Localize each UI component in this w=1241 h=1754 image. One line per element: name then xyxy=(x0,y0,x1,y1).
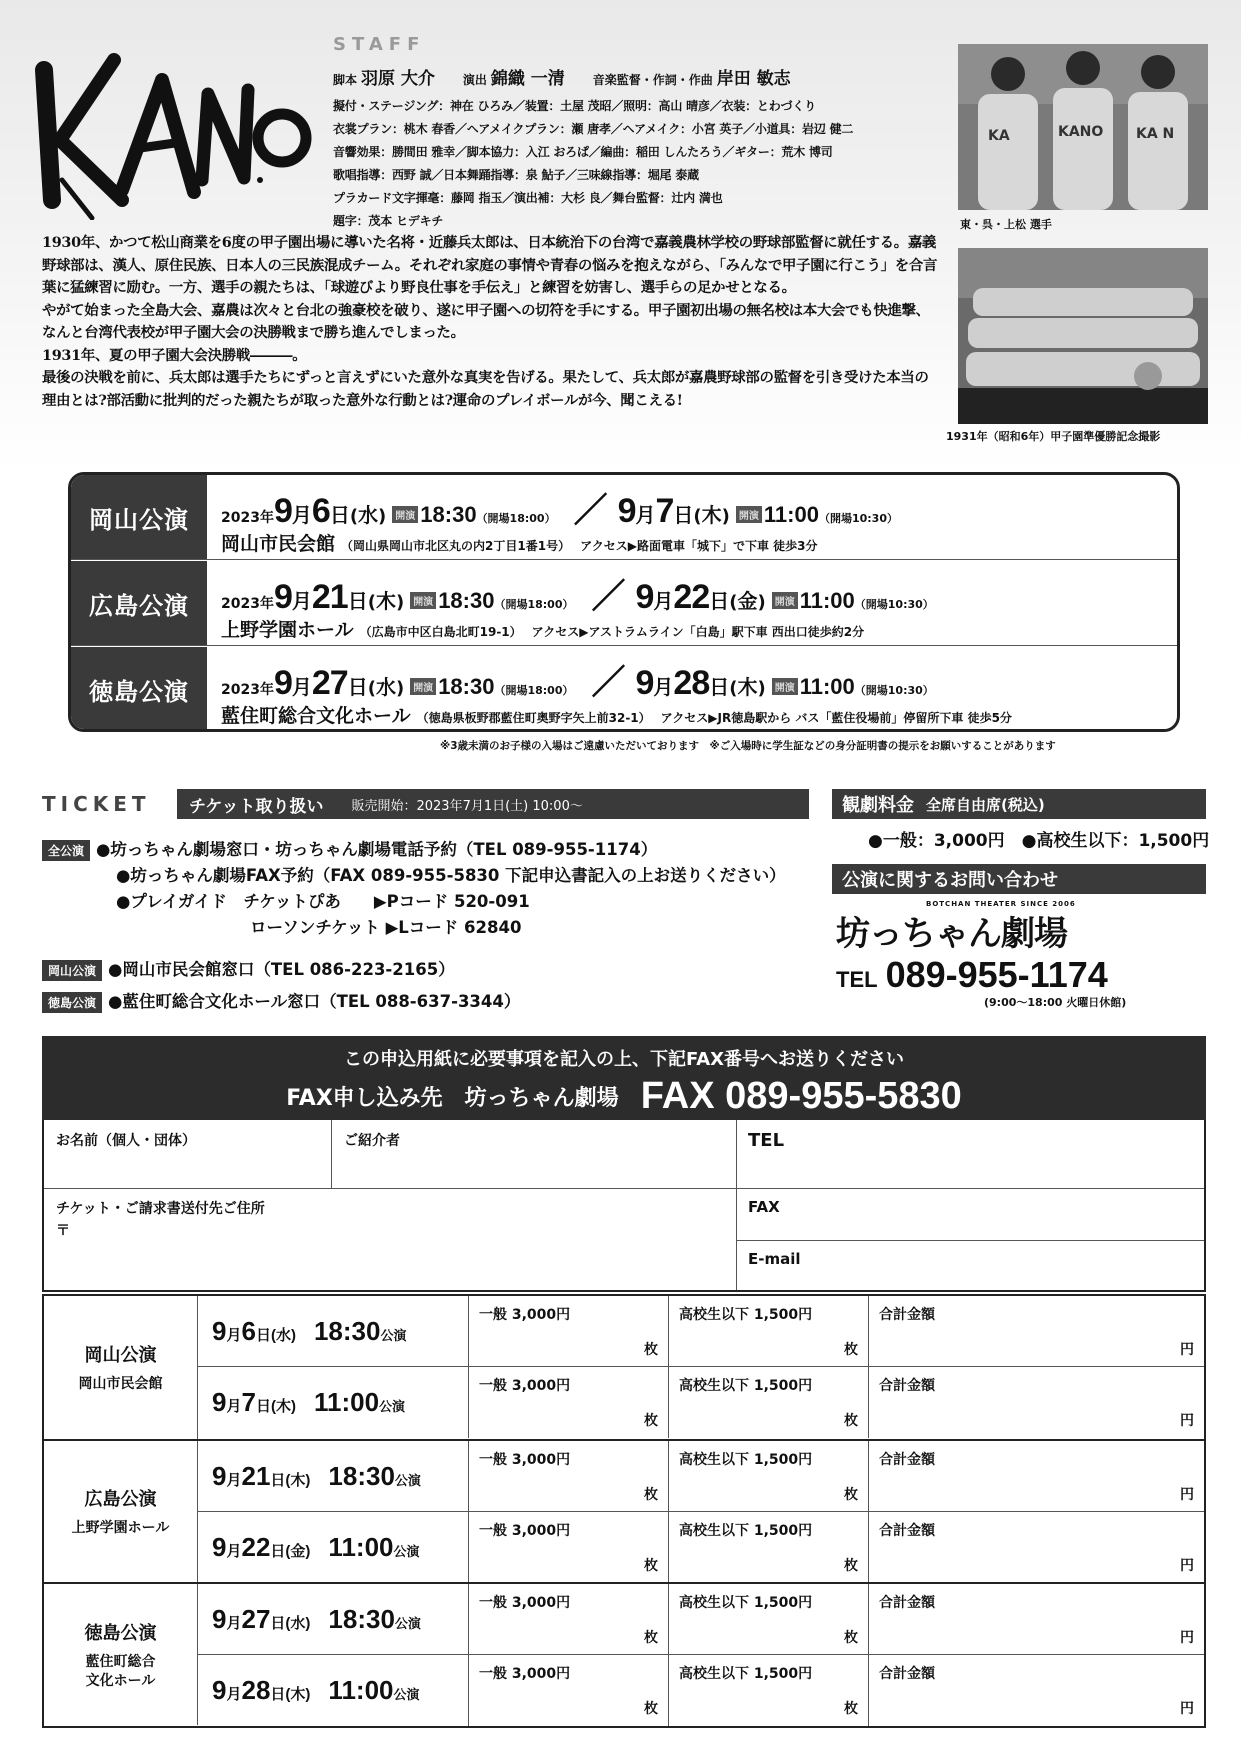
divider xyxy=(331,1120,332,1188)
synopsis xyxy=(42,232,942,412)
venue-name: 岡山市民会館 xyxy=(221,533,336,555)
cell-label: 一般 3,000円 xyxy=(479,1595,571,1611)
divider xyxy=(736,1120,737,1290)
admission-notes: ※3歳未満のお子様の入場はご遠慮いただいております ※ご入場時に学生証などの身分証明書の提示をお願いすることがあります xyxy=(440,740,1056,752)
staff-line: 衣裳プラン：桃木 春香／ヘアメイクプラン：瀬 唐孝／ヘアメイク：小宮 英子／小道具：岩辺 健二 xyxy=(333,122,854,136)
cell-unit: 円 xyxy=(1180,1630,1194,1646)
photo2-caption: 1931年（昭和6年）甲子園準優勝記念撮影 xyxy=(946,430,1161,443)
order-perf-row xyxy=(198,1584,1204,1655)
address-field[interactable]: チケット・ご請求書送付先ご住所 xyxy=(56,1201,265,1217)
order-group xyxy=(44,1296,1204,1439)
order-perf-row xyxy=(198,1512,1204,1583)
cell-unit: 枚 xyxy=(844,1558,858,1574)
dates-line: 2023年9月27日(水) 開演 18:30（開場18:00） ／ 9月28日(木) 開演 11:00（開場10:30） xyxy=(221,663,934,703)
order-perf-date: 9月7日(木) 11:00公演 xyxy=(212,1387,406,1417)
order-perf-row xyxy=(198,1655,1204,1726)
synopsis-paragraph: 1930年、かつて松山商業を6度の甲子園出場に導いた名将・近藤兵太郎は、日本統治下の台湾で嘉義農林学校の野球部監督に就任する。嘉義野球部は、漢人、原住民族、日本人の三民族混成チーム。それぞれ家庭の事情や青春の悩みを抱えながら、「みんなで甲子園に行こう」を合言葉に猛練習に励む。一方、選手の親たちは、「球遊びより野良仕事を手伝え」と練習を妨害し、選手らの足かせとなる。 xyxy=(42,234,938,296)
email-field[interactable]: E-mail xyxy=(748,1250,801,1268)
venue-access: アクセス▶JR徳島駅から バス「藍住役場前」停留所下車 徒歩5分 xyxy=(660,711,1012,725)
cell-label: 合計金額 xyxy=(879,1666,935,1682)
ticket-line: ●坊っちゃん劇場FAX予約（FAX 089-955-5830 下記申込書記入の上お送りください） xyxy=(116,866,786,885)
staff-name: 岸田 敏志 xyxy=(716,69,791,89)
theatre-sub: BOTCHAN THEATER SINCE 2006 xyxy=(926,900,1076,908)
venue-name: 藍住町総合文化ホール xyxy=(221,705,411,727)
svg-text:KA: KA xyxy=(988,128,1010,144)
tag-tokushima: 徳島公演 xyxy=(42,992,102,1013)
staff-credits xyxy=(333,64,945,233)
inquiry-tel: TEL 089-955-1174 xyxy=(836,954,1108,995)
tag-all: 全公演 xyxy=(42,840,90,861)
ticket-line: ●プレイガイド チケットぴあ ▶Pコード 520-091 xyxy=(116,892,530,911)
schedule-box xyxy=(68,472,1180,732)
cell-unit: 枚 xyxy=(644,1413,658,1429)
order-perf-date: 9月21日(木) 18:30公演 xyxy=(212,1461,421,1491)
order-perf-date: 9月28日(木) 11:00公演 xyxy=(212,1675,420,1705)
price-bar-title: 観劇料金 xyxy=(842,795,914,816)
cell-unit: 枚 xyxy=(844,1630,858,1646)
divider xyxy=(736,1240,1204,1241)
applicant-form xyxy=(42,1120,1206,1292)
total-amount-field[interactable] xyxy=(868,1296,1204,1367)
venue-access: アクセス▶アストラムライン「白島」駅下車 西出口徒歩約2分 xyxy=(531,625,865,639)
team-photo xyxy=(958,248,1208,424)
staff-line: 題字：茂本 ヒデキチ xyxy=(333,214,444,228)
order-city-name: 広島公演 xyxy=(84,1489,157,1510)
order-group xyxy=(44,1439,1204,1582)
cell-label: 一般 3,000円 xyxy=(479,1307,571,1323)
general-qty-field[interactable] xyxy=(468,1655,668,1726)
cell-label: 一般 3,000円 xyxy=(479,1452,571,1468)
cell-label: 高校生以下 1,500円 xyxy=(679,1523,813,1539)
staff-line: プラカード文字揮毫：藤岡 指玉／演出補：大杉 良／舞台監督：辻内 満也 xyxy=(333,191,723,205)
staff-line: 歌唱指導：西野 誠／日本舞踊指導：泉 鮎子／三味線指導：堀尾 泰蔵 xyxy=(333,168,699,182)
cell-label: 高校生以下 1,500円 xyxy=(679,1378,813,1394)
student-qty-field[interactable] xyxy=(668,1367,868,1438)
staff-role: 脚本 xyxy=(333,73,358,87)
dates-line: 2023年9月21日(木) 開演 18:30（開場18:00） ／ 9月22日(金) 開演 11:00（開場10:30） xyxy=(221,577,934,617)
total-amount-field[interactable] xyxy=(868,1367,1204,1438)
fax-field[interactable]: FAX xyxy=(748,1198,780,1216)
order-city-name: 徳島公演 xyxy=(84,1622,157,1644)
venue-address: （徳島県板野郡藍住町奥野字矢上前32-1） xyxy=(416,711,651,725)
dates-line: 2023年9月6日(水) 開演 18:30（開場18:00） ／ 9月7日(木) 開演 11:00（開場10:30） xyxy=(221,491,898,531)
student-qty-field[interactable] xyxy=(668,1655,868,1726)
staff-heading: STAFF xyxy=(333,34,426,55)
total-amount-field[interactable] xyxy=(868,1441,1204,1512)
fax-instruction: この申込用紙に必要事項を記入の上、下記FAX番号へお送りください xyxy=(343,1049,905,1070)
staff-role: 演出 xyxy=(462,73,487,87)
general-qty-field[interactable] xyxy=(468,1584,668,1655)
cell-label: 一般 3,000円 xyxy=(479,1523,571,1539)
order-perf-row xyxy=(198,1441,1204,1512)
photo1-caption: 東・呉・上松 選手 xyxy=(960,218,1052,231)
order-perf-date: 9月22日(金) 11:00公演 xyxy=(212,1532,420,1562)
kano-logo xyxy=(22,30,312,220)
order-city xyxy=(44,1296,198,1439)
cell-unit: 枚 xyxy=(844,1342,858,1358)
city-label: 広島公演 xyxy=(71,561,207,645)
student-qty-field[interactable] xyxy=(668,1584,868,1655)
schedule-row-hiroshima xyxy=(71,561,1177,646)
cell-unit: 枚 xyxy=(644,1630,658,1646)
schedule-row-tokushima xyxy=(71,647,1177,732)
order-perf-row xyxy=(198,1367,1204,1438)
ticket-bar xyxy=(177,789,809,819)
ticket-line: ローソンチケット ▶Lコード 62840 xyxy=(250,918,522,937)
staff-role: 音楽監督・作詞・作曲 xyxy=(592,73,713,87)
order-city-name: 岡山公演 xyxy=(84,1345,157,1366)
order-city xyxy=(44,1441,198,1582)
cell-unit: 枚 xyxy=(644,1701,658,1717)
ticket-line: 徳島公演 ●藍住町総合文化ホール窓口（TEL 088-637-3344） xyxy=(42,988,520,1013)
divider xyxy=(44,1188,1204,1189)
cell-label: 高校生以下 1,500円 xyxy=(679,1452,813,1468)
svg-text:KANO: KANO xyxy=(1058,124,1104,140)
order-group xyxy=(44,1582,1204,1725)
cell-unit: 枚 xyxy=(644,1558,658,1574)
cell-unit: 円 xyxy=(1180,1342,1194,1358)
cell-label: 高校生以下 1,500円 xyxy=(679,1307,813,1323)
schedule-row-okayama xyxy=(71,475,1177,560)
players-photo xyxy=(958,44,1208,210)
fax-header xyxy=(42,1036,1206,1120)
order-perf-date: 9月6日(水) 18:30公演 xyxy=(212,1316,407,1346)
ticket-bar-title: チケット取り扱い xyxy=(189,796,324,817)
staff-name: 羽原 大介 xyxy=(361,69,435,89)
svg-text:KA N: KA N xyxy=(1136,126,1175,142)
price-bar-sub: 全席自由席(税込) xyxy=(926,795,1045,814)
venue-address: （広島市中区白島北町19-1） xyxy=(359,625,522,639)
venue-line xyxy=(221,529,817,556)
cell-label: 合計金額 xyxy=(879,1523,935,1539)
venue-name: 上野学園ホール xyxy=(221,619,354,641)
city-label: 徳島公演 xyxy=(71,647,207,732)
general-qty-field[interactable] xyxy=(468,1512,668,1583)
total-amount-field[interactable] xyxy=(868,1655,1204,1726)
inquiry-bar: 公演に関するお問い合わせ xyxy=(832,864,1206,894)
venue-address: （岡山県岡山市北区丸の内2丁目1番1号） xyxy=(341,539,571,553)
total-amount-field[interactable] xyxy=(868,1512,1204,1583)
venue-access: アクセス▶路面電車「城下」で下車 徒歩3分 xyxy=(580,539,818,553)
fax-destination: FAX申し込み先 坊っちゃん劇場 FAX 089-955-5830 xyxy=(286,1075,962,1117)
staff-line: 擬付・ステージング：神在 ひろみ／装置：土屋 茂昭／照明：高山 晴彦／衣装：とわづくり xyxy=(333,99,816,113)
cell-label: 合計金額 xyxy=(879,1307,935,1323)
inquiry-hours: (9:00～18:00 火曜日休館) xyxy=(984,996,1127,1009)
cell-unit: 枚 xyxy=(844,1487,858,1503)
order-perf-date: 9月27日(水) 18:30公演 xyxy=(212,1604,421,1634)
cell-unit: 円 xyxy=(1180,1558,1194,1574)
student-qty-field[interactable] xyxy=(668,1512,868,1583)
student-qty-field[interactable] xyxy=(668,1296,868,1367)
synopsis-paragraph: 最後の決戦を前に、兵太郎は選手たちにずっと言えずにいた意外な真実を告げる。果たして、兵太郎が嘉農野球部の監督を引き受けた本当の理由とは?部活動に批判的だった親たちが取った意外な行動とは?運命のプレイボールが今、聞こえる! xyxy=(42,369,929,409)
ticket-line: 岡山公演 ●岡山市民会館窓口（TEL 086-223-2165） xyxy=(42,956,455,981)
sale-start: 販売開始：2023年7月1日(土) 10:00～ xyxy=(351,798,583,814)
staff-main-line xyxy=(333,64,945,89)
cell-unit: 円 xyxy=(1180,1413,1194,1429)
cell-label: 一般 3,000円 xyxy=(479,1378,571,1394)
cell-unit: 円 xyxy=(1180,1487,1194,1503)
ticket-line: 全公演 ●坊っちゃん劇場窓口・坊っちゃん劇場電話予約（TEL 089-955-1174） xyxy=(42,836,657,861)
cell-unit: 枚 xyxy=(844,1413,858,1429)
synopsis-paragraph: 1931年、夏の甲子園大会決勝戦―――。 xyxy=(42,346,307,364)
cell-unit: 枚 xyxy=(644,1487,658,1503)
postal-mark: 〒 xyxy=(56,1223,70,1239)
cell-label: 一般 3,000円 xyxy=(479,1666,571,1682)
order-venue: 岡山市民会館 xyxy=(78,1376,163,1392)
price-bar xyxy=(832,789,1206,819)
referrer-field[interactable]: ご紹介者 xyxy=(344,1133,400,1149)
general-qty-field[interactable] xyxy=(468,1296,668,1367)
order-city xyxy=(44,1584,198,1725)
tel-field[interactable]: TEL xyxy=(748,1130,785,1151)
cell-label: 合計金額 xyxy=(879,1595,935,1611)
order-venue: 上野学園ホール xyxy=(71,1520,170,1536)
cell-label: 高校生以下 1,500円 xyxy=(679,1595,813,1611)
venue-line xyxy=(221,701,1012,728)
general-qty-field[interactable] xyxy=(468,1441,668,1512)
cell-label: 合計金額 xyxy=(879,1452,935,1468)
cell-label: 合計金額 xyxy=(879,1378,935,1394)
tag-okayama: 岡山公演 xyxy=(42,960,102,981)
cell-label: 高校生以下 1,500円 xyxy=(679,1666,813,1682)
ticket-heading: TICKET xyxy=(42,792,151,816)
general-qty-field[interactable] xyxy=(468,1367,668,1438)
staff-name: 錦織 一清 xyxy=(490,69,565,89)
cell-unit: 枚 xyxy=(644,1342,658,1358)
cell-unit: 枚 xyxy=(844,1701,858,1717)
cell-unit: 円 xyxy=(1180,1701,1194,1717)
order-perf-row xyxy=(198,1296,1204,1367)
venue-line xyxy=(221,615,864,642)
name-field[interactable]: お名前（個人・団体） xyxy=(56,1133,196,1149)
city-label: 岡山公演 xyxy=(71,475,207,559)
theatre-name: 坊っちゃん劇場 xyxy=(836,914,1067,954)
synopsis-paragraph: やがて始まった全島大会、嘉農は次々と台北の強豪校を破り、遂に甲子園への切符を手にする。甲子園初出場の無名校は本大会でも快進撃、なんと台湾代表校が甲子園大会の決勝戦まで勝ち進んでしまった。 xyxy=(42,301,930,341)
price-line: ●一般：3,000円 ●高校生以下：1,500円 xyxy=(868,831,1210,851)
order-table xyxy=(42,1294,1206,1728)
student-qty-field[interactable] xyxy=(668,1441,868,1512)
staff-line: 音響効果：勝間田 雅幸／脚本協力：入江 おろぱ／編曲：稲田 しんたろう／ギター：荒木 博司 xyxy=(333,145,833,159)
total-amount-field[interactable] xyxy=(868,1584,1204,1655)
order-venue: 藍住町総合 文化ホール xyxy=(85,1653,156,1689)
